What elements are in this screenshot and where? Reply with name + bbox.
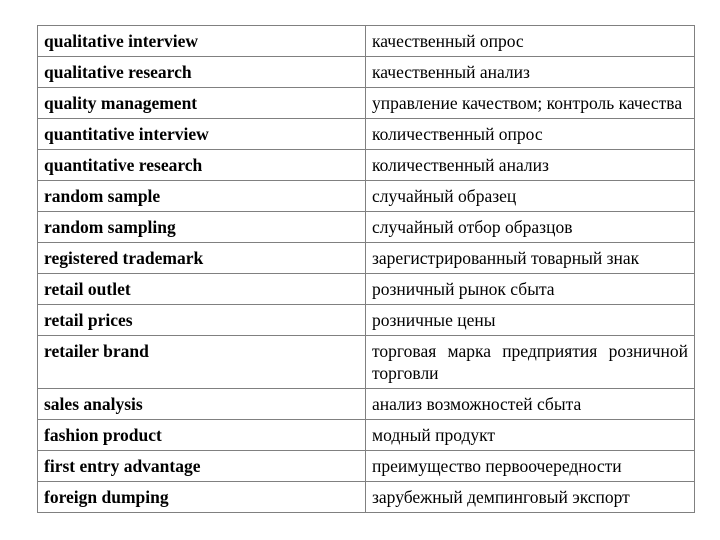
table-row — [38, 181, 695, 212]
translation-cell: качественный анализ — [366, 57, 695, 88]
table-row — [38, 119, 695, 150]
table-row — [38, 243, 695, 274]
term-cell: retailer brand — [38, 336, 366, 389]
term-cell: quality management — [38, 88, 366, 119]
term-cell: first entry advantage — [38, 451, 366, 482]
term-cell: random sampling — [38, 212, 366, 243]
translation-cell: качественный опрос — [366, 26, 695, 57]
table-row — [38, 389, 695, 420]
translation-cell: случайный отбор образцов — [366, 212, 695, 243]
term-cell: foreign dumping — [38, 482, 366, 513]
table-row — [38, 212, 695, 243]
translation-cell: управление качеством; контроль качества — [366, 88, 695, 119]
translation-cell: количественный анализ — [366, 150, 695, 181]
translation-cell: случайный образец — [366, 181, 695, 212]
term-cell: quantitative research — [38, 150, 366, 181]
term-cell: retail prices — [38, 305, 366, 336]
translation-cell: преимущество первоочередности — [366, 451, 695, 482]
term-cell: quantitative interview — [38, 119, 366, 150]
table-row — [38, 420, 695, 451]
translation-cell: зарегистрированный товарный знак — [366, 243, 695, 274]
table-row — [38, 57, 695, 88]
term-cell: registered trademark — [38, 243, 366, 274]
table-row — [38, 336, 695, 389]
table-row — [38, 305, 695, 336]
translation-cell: торговая марка предприятия розничной торговли — [366, 336, 695, 389]
translation-cell: розничный рынок сбыта — [366, 274, 695, 305]
term-cell: qualitative interview — [38, 26, 366, 57]
translation-cell: анализ возможностей сбыта — [366, 389, 695, 420]
glossary-table — [37, 25, 695, 513]
term-cell: qualitative research — [38, 57, 366, 88]
translation-cell: количественный опрос — [366, 119, 695, 150]
term-cell: random sample — [38, 181, 366, 212]
translation-cell: зарубежный демпинговый экспорт — [366, 482, 695, 513]
term-cell: sales analysis — [38, 389, 366, 420]
term-cell: retail outlet — [38, 274, 366, 305]
table-row — [38, 150, 695, 181]
table-row — [38, 26, 695, 57]
table-row — [38, 88, 695, 119]
table-row — [38, 482, 695, 513]
table-row — [38, 451, 695, 482]
table-row — [38, 274, 695, 305]
translation-cell: модный продукт — [366, 420, 695, 451]
term-cell: fashion product — [38, 420, 366, 451]
translation-cell: розничные цены — [366, 305, 695, 336]
